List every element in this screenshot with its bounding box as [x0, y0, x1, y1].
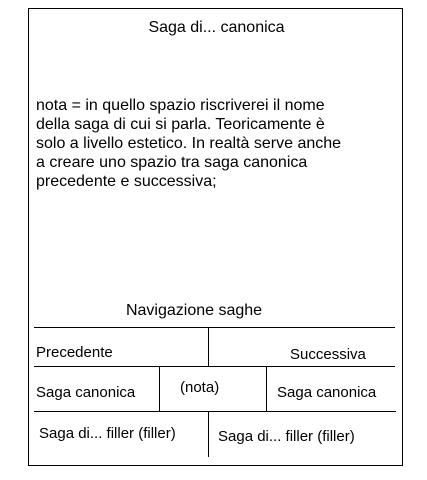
next-saga-link[interactable]: Successiva	[290, 346, 366, 363]
nav-row1-divider	[208, 327, 209, 366]
nav-row1-bottom-border	[34, 366, 395, 367]
previous-saga-link[interactable]: Precedente	[36, 344, 113, 361]
previous-filler-saga-link[interactable]: Saga di... filler (filler)	[39, 425, 176, 442]
nav-row2-bottom-border	[34, 411, 396, 412]
note-text: nota = in quello spazio riscriverei il nome della saga di cui si parla. Teoricamente è solo a livello estetico. In realtà serve anche a creare uno spazio tra saga canonica precedente e successiva;	[36, 97, 342, 190]
navigation-heading: Navigazione saghe	[125, 302, 263, 319]
saga-note-cell: (nota)	[180, 379, 220, 396]
next-filler-saga-link[interactable]: Saga di... filler (filler)	[218, 428, 355, 445]
saga-page-frame	[28, 8, 403, 466]
nav-row2-divider-right	[266, 366, 267, 411]
page-title: Saga di... canonica	[148, 19, 285, 36]
nav-table-top-border	[34, 327, 395, 328]
next-canonical-saga-link[interactable]: Saga canonica	[277, 384, 377, 401]
nav-row3-divider	[208, 411, 209, 457]
nav-row2-divider-left	[159, 366, 160, 411]
previous-canonical-saga-link[interactable]: Saga canonica	[36, 384, 136, 401]
